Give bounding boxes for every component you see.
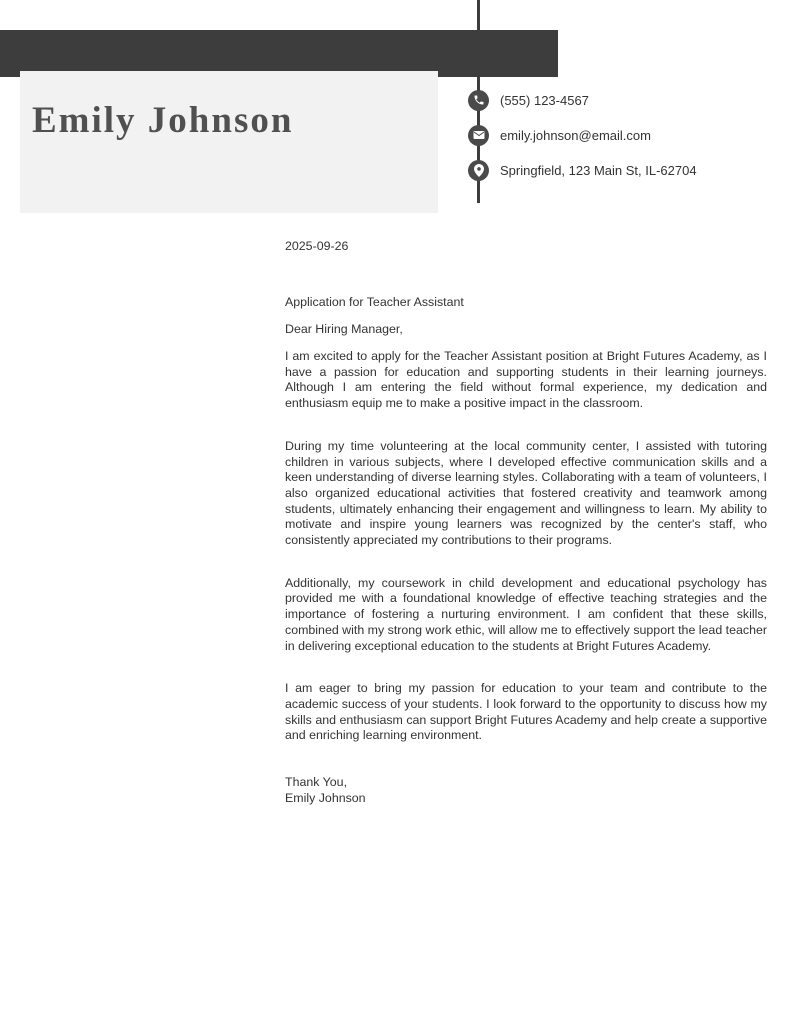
location-icon [468, 160, 489, 181]
letter-closing: Thank You, [285, 775, 348, 789]
letter-subject: Application for Teacher Assistant [285, 295, 464, 309]
header-bar [0, 30, 558, 77]
letter-closing-block [285, 775, 767, 806]
phone-number[interactable]: (555) 123-4567 [500, 92, 589, 108]
letter-date: 2025-09-26 [285, 239, 349, 253]
body-paragraph: Additionally, my coursework in child development and educational psychology has provided me with a foundational knowledge of effective teaching strategies and the importance of fostering a nurturing environment. I am confident that these skills, combined with my strong work ethic, will allow me to effectively support the lead teacher in delivering exceptional education to the students at Bright Futures Academy. [285, 575, 767, 653]
email-address[interactable]: emily.johnson@email.com [500, 127, 651, 143]
contact-address [468, 159, 697, 181]
street-address: Springfield, 123 Main St, IL-62704 [500, 162, 697, 178]
body-paragraph: During my time volunteering at the local community center, I assisted with tutoring children in various subjects, where I developed effective communication skills and a keen understanding of diverse learning styles. Collaborating with a team of volunteers, I also organized educational activities that fostered creativity and teamwork among students, ultimately enhancing their engagement and willingness to learn. My ability to motivate and inspire young learners was recognized by the center's staff, who consistently appreciated my contributions to their programs. [285, 438, 767, 548]
body-paragraph: I am excited to apply for the Teacher Assistant position at Bright Futures Academy, as I have a passion for education and supporting students in their learning journeys. Although I am entering the field without formal experience, my dedication and enthusiasm equip me to make a positive impact in the classroom. [285, 349, 767, 411]
body-paragraph: I am eager to bring my passion for education to your team and contribute to the academic success of your students. I look forward to the opportunity to discuss how my skills and enthusiasm can support Bright Futures Academy and help create a supportive and enriching learning environment. [285, 681, 767, 743]
contact-email [468, 124, 651, 146]
letter-signature: Emily Johnson [285, 790, 366, 805]
applicant-name: Emily Johnson [32, 100, 294, 141]
letter-salutation: Dear Hiring Manager, [285, 322, 403, 336]
email-icon [468, 125, 489, 146]
phone-icon [468, 90, 489, 111]
name-panel [20, 71, 438, 213]
contact-phone [468, 89, 589, 111]
letter-body [285, 349, 767, 771]
